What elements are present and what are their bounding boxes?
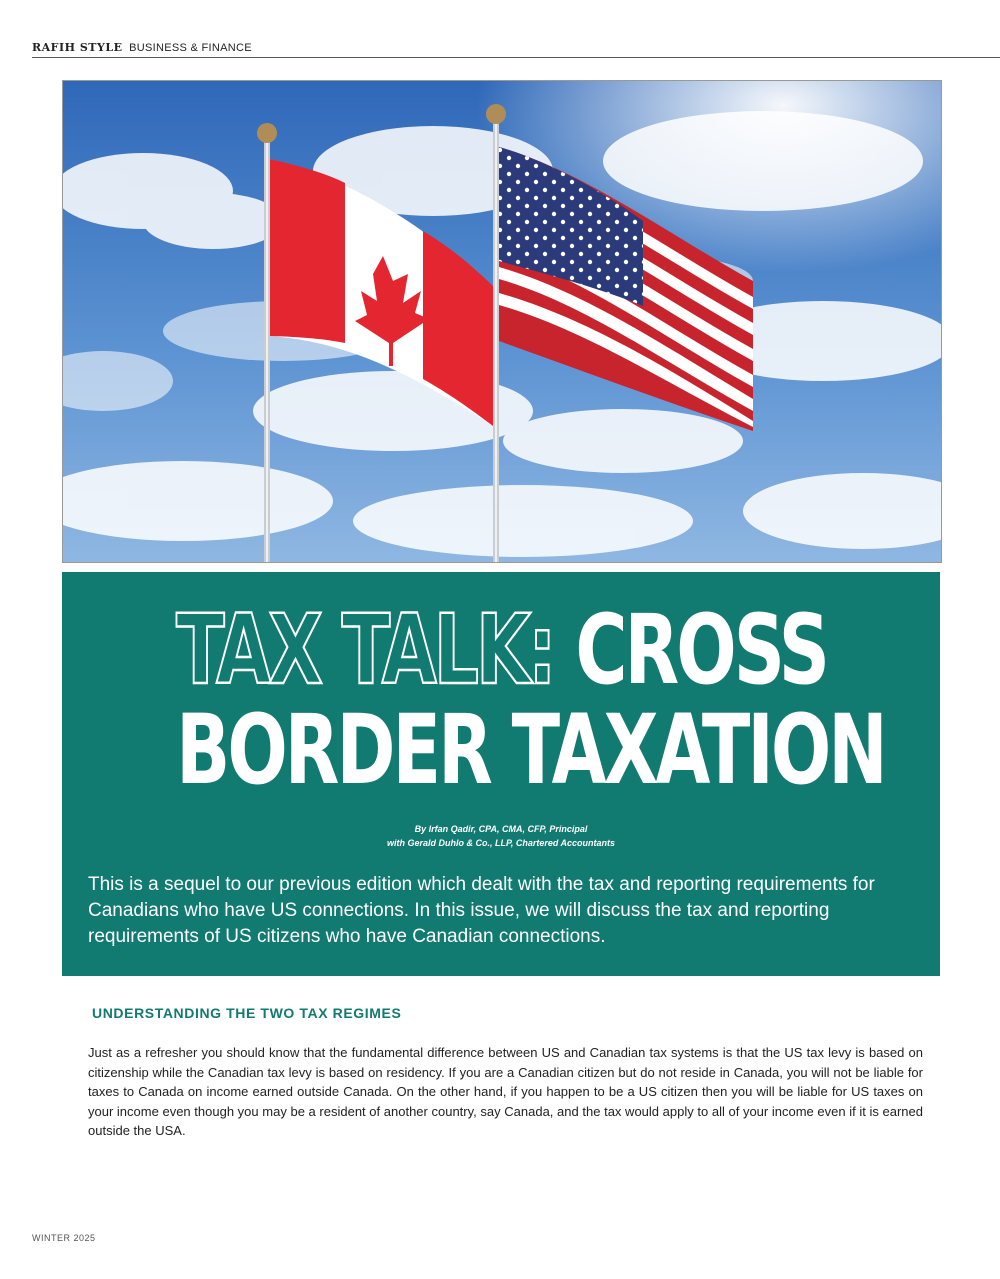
title-solid-text-1: CROSS xyxy=(575,594,827,706)
section-name: BUSINESS & FINANCE xyxy=(129,42,252,54)
running-head xyxy=(32,40,1000,54)
magazine-name: RAFIH STYLE xyxy=(32,41,123,54)
intro-paragraph: This is a sequel to our previous edition which dealt with the tax and reporting requirements for Canadians who have US connections. In this issue, we will discuss the tax and reporting requirements of US citizens who have Canadian connections. xyxy=(88,874,875,947)
flags-illustration xyxy=(63,81,941,562)
hero-image xyxy=(62,80,942,563)
article-title xyxy=(176,594,885,806)
body-paragraph: Just as a refresher you should know that the fundamental difference between US and Canadian tax systems is that the US tax levy is based on citizenship while the Canadian tax levy is based on residency. If you are a Canadian citizen but do not reside in Canada, you will not be liable for taxes to Canada on income earned outside Canada. On the other hand, if you happen to be a US citizen then you will be liable for US taxes on your income even though you may be a resident of another country, say Canada, and the tax would apply to all of your income even if it is earned outside the USA. xyxy=(88,1045,923,1138)
byline xyxy=(62,822,940,850)
title-outline-text: TAX TALK: xyxy=(176,594,554,706)
header-rule xyxy=(32,57,1000,58)
byline-author: By Irfan Qadir, CPA, CMA, CFP, Principal xyxy=(414,824,588,834)
title-solid-text-2: BORDER TAXATION xyxy=(176,694,885,806)
title-panel xyxy=(62,572,940,976)
section-heading: UNDERSTANDING THE TWO TAX REGIMES xyxy=(92,1005,402,1021)
folio: WINTER 2025 xyxy=(32,1233,96,1243)
byline-firm: with Gerald Duhlo & Co., LLP, Chartered Accountants xyxy=(386,838,616,848)
